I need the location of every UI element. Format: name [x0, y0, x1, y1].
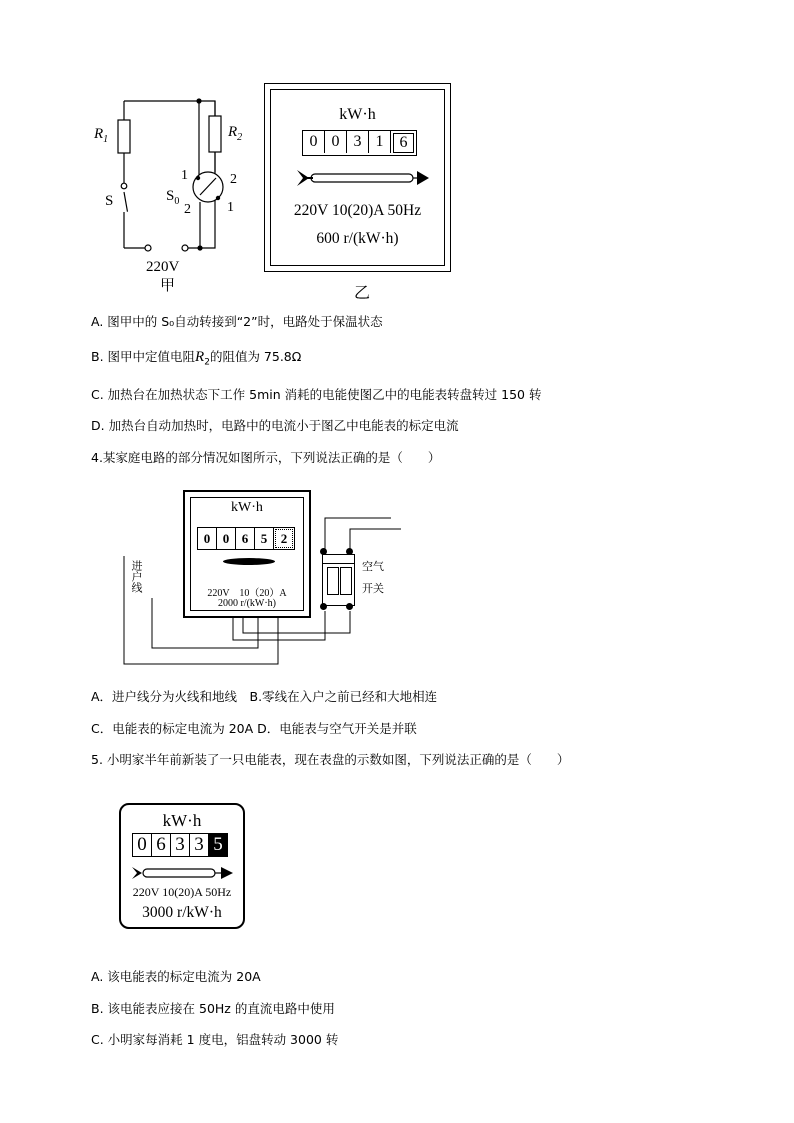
meter-digit: 0	[303, 131, 325, 153]
meter-spec: 220V 10(20)A 50Hz	[293, 202, 422, 219]
voltage-label: 220V	[146, 259, 180, 275]
meter-digit-decimal: 6	[393, 133, 414, 153]
resistor-r1	[118, 120, 130, 153]
incoming-line-label: 进户线	[130, 560, 143, 593]
q5-meter-unit: kW·h	[162, 811, 202, 830]
q4-meter-unit: kW·h	[231, 500, 263, 515]
meter-rate: 600 r/(kW·h)	[316, 230, 399, 247]
q4-option-cd: C．电能表的标定电流为 20A D．电能表与空气开关是并联	[91, 721, 417, 736]
switch-label-1: 空气	[362, 560, 384, 573]
meter-digit: 3	[171, 834, 190, 856]
circuit-diagram	[90, 90, 250, 295]
q3-option-c: C. 加热台在加热状态下工作 5min 消耗的电能使图乙中的电能表转盘转过 150 转	[91, 387, 542, 402]
meter-digit: 3	[347, 131, 369, 153]
meter-digit-decimal: 5	[209, 834, 227, 856]
contact-2-bottom: 2	[184, 202, 191, 217]
meter-digit: 0	[198, 528, 217, 549]
contact-1-right: 1	[227, 200, 234, 215]
q4-figure	[120, 488, 410, 670]
q4-stem: 4.某家庭电路的部分情况如图所示，下列说法正确的是（ ）	[91, 450, 441, 465]
energy-meter-b	[264, 83, 451, 272]
meter-digit: 0	[133, 834, 152, 856]
q5-meter	[119, 803, 245, 929]
s-label: S	[105, 193, 114, 209]
meter-digit: 1	[369, 131, 391, 153]
q5-option-b: B. 该电能表应接在 50Hz 的直流电路中使用	[91, 1001, 335, 1016]
meter-digit: 0	[217, 528, 236, 549]
meter-digits	[302, 130, 417, 156]
q4-meter-spec: 220V 10（20）A	[207, 588, 287, 599]
meter-digit: 5	[255, 528, 274, 549]
rotating-disk-arrow-icon	[295, 167, 430, 189]
meter-digit: 6	[236, 528, 255, 549]
q5-meter-spec: 220V 10(20)A 50Hz	[132, 885, 232, 899]
q4-meter-rate: 2000 r/(kW·h)	[217, 598, 277, 609]
switch-label-2: 开关	[362, 582, 384, 595]
q5-stem: 5. 小明家半年前新装了一只电能表，现在表盘的示数如图，下列说法正确的是（ ）	[91, 752, 570, 767]
figure-caption-yi: 乙	[354, 285, 371, 302]
q5-meter-rate: 3000 r/kW·h	[142, 904, 222, 921]
switch-s	[124, 192, 127, 212]
contact-2-right: 2	[230, 172, 237, 187]
q4-meter-digits	[197, 527, 295, 550]
r1-label: $R_1$	[94, 126, 109, 145]
q3-option-d: D. 加热台自动加热时，电路中的电流小于图乙中电能表的标定电流	[91, 418, 459, 433]
figure-caption-jia: 甲	[160, 278, 176, 294]
r2-label: $R_2$	[228, 124, 243, 143]
meter-digit-decimal: 2	[275, 529, 293, 548]
q4-rotating-disk-icon	[223, 558, 275, 565]
q5-option-a: A. 该电能表的标定电流为 20A	[91, 969, 261, 984]
q3-option-b: B. 图甲中定值电阻$R_2$的阻值为 75.8Ω	[91, 349, 302, 368]
meter-digit: 0	[325, 131, 347, 153]
meter-digit: 6	[152, 834, 171, 856]
resistor-r2	[209, 116, 221, 152]
q5-rotating-disk-arrow-icon	[131, 865, 235, 881]
meter-unit: kW·h	[339, 106, 376, 123]
air-switch	[322, 554, 355, 606]
q4-option-ab: A．进户线分为火线和地线 B.零线在入户之前已经和大地相连	[91, 689, 438, 704]
q5-option-c: C. 小明家每消耗 1 度电，铝盘转动 3000 转	[91, 1032, 339, 1047]
meter-digit: 3	[190, 834, 209, 856]
s0-label: $S_0$	[166, 188, 180, 207]
q3-option-a: A. 图甲中的 S₀自动转接到“2”时，电路处于保温状态	[91, 314, 383, 329]
q5-meter-digits	[132, 833, 228, 857]
contact-1-top: 1	[181, 168, 188, 183]
